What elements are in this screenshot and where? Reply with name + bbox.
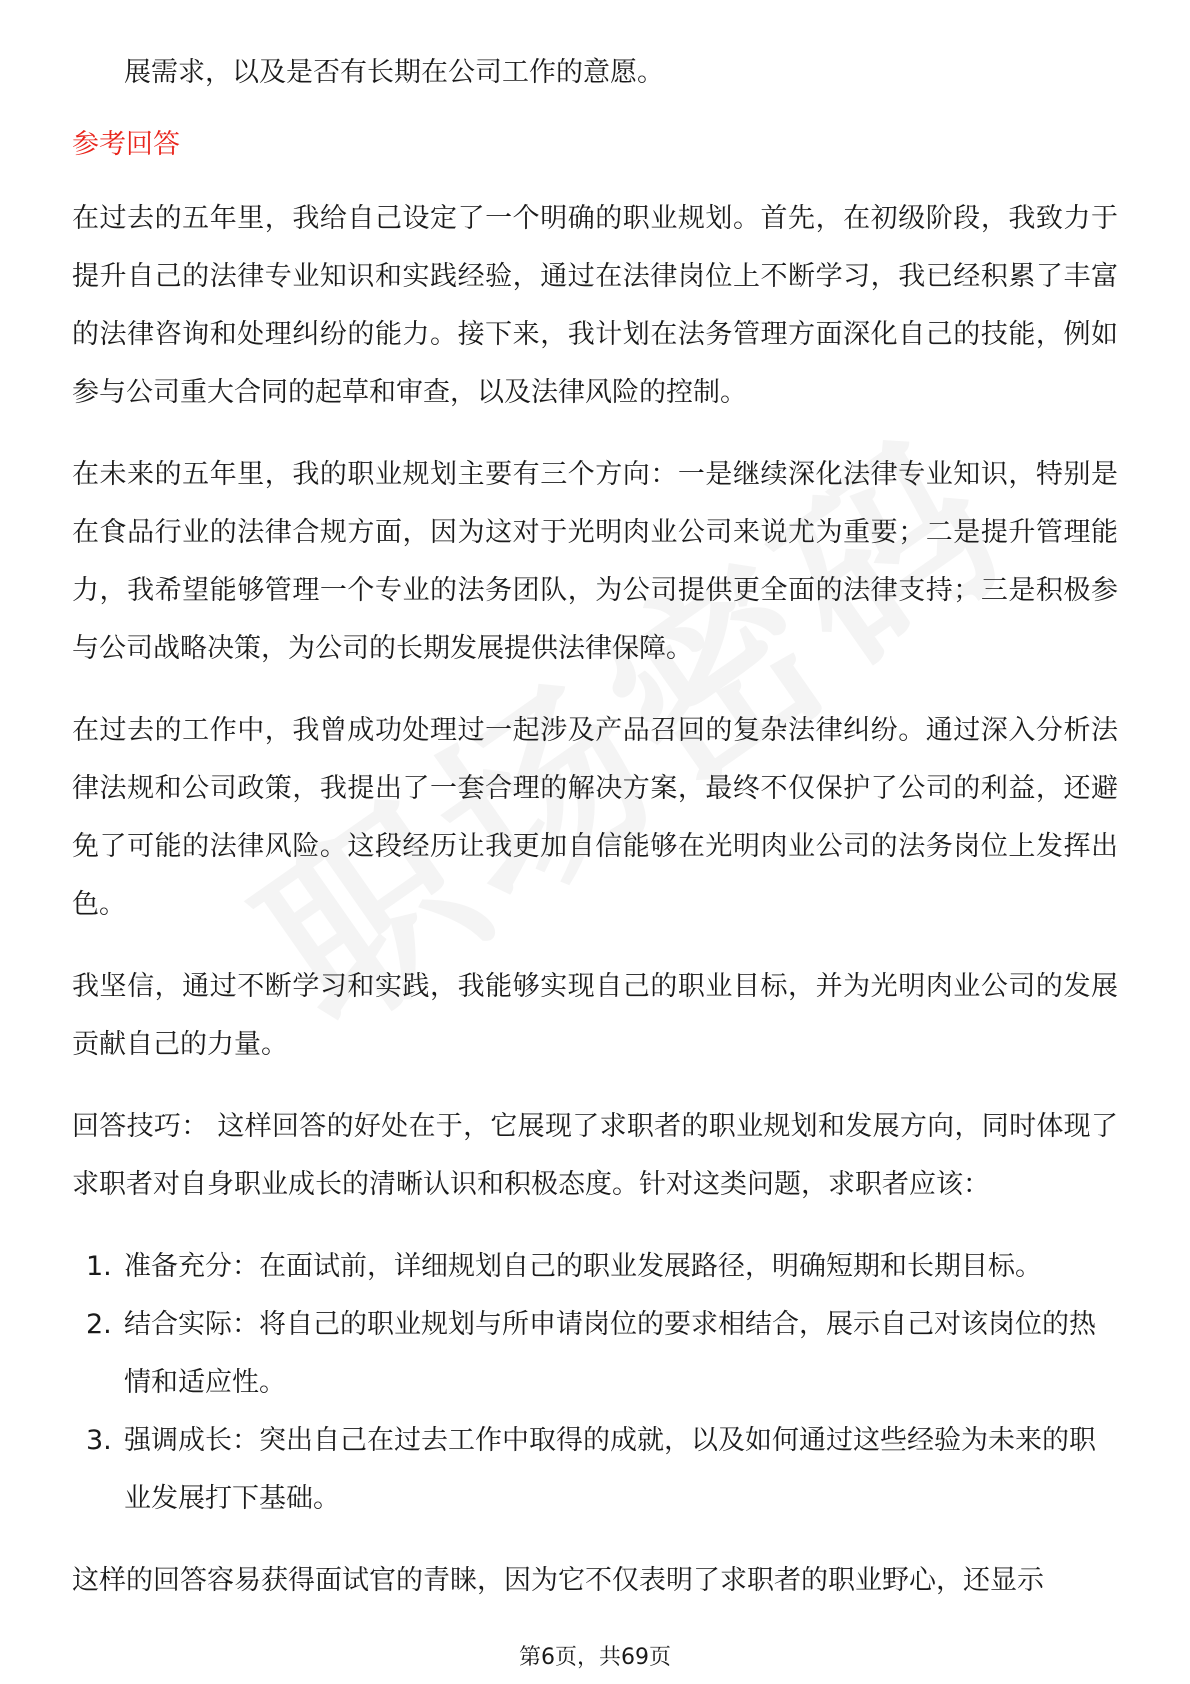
list-item xyxy=(72,1412,1118,1528)
answer-paragraph-2: 在未来的五年里，我的职业规划主要有三个方向：一是继续深化法律专业知识，特别是在食品行业的法律合规方面，因为这对于光明肉业公司来说尤为重要；二是提升管理能力，我希望能够管理一个专业的法务团队，为公司提供更全面的法律支持；三是积极参与公司战略决策，为公司的长期发展提供法律保障。 xyxy=(72,459,1118,664)
page-number-footer: 第6页，共69页 xyxy=(519,1645,671,1670)
answer-paragraph-3: 在过去的工作中，我曾成功处理过一起涉及产品召回的复杂法律纠纷。通过深入分析法律法规和公司政策，我提出了一套合理的解决方案，最终不仅保护了公司的利益，还避免了可能的法律风险。这段经历让我更加自信能够在光明肉业公司的法务岗位上发挥出色。 xyxy=(72,715,1118,920)
page-content xyxy=(72,44,1118,1634)
section-heading: 参考回答 xyxy=(72,129,180,160)
answer-paragraph-4: 我坚信，通过不断学习和实践，我能够实现自己的职业目标，并为光明肉业公司的发展贡献自己的力量。 xyxy=(72,971,1118,1060)
continued-text: 展需求，以及是否有长期在公司工作的意愿。 xyxy=(124,57,664,88)
list-item xyxy=(72,1238,1118,1296)
list-item-text: 准备充分：在面试前，详细规划自己的职业发展路径，明确短期和长期目标。 xyxy=(124,1251,1042,1282)
list-item-text: 强调成长：突出自己在过去工作中取得的成就，以及如何通过这些经验为未来的职业发展打下基础。 xyxy=(124,1425,1096,1514)
list-number: 2. xyxy=(86,1309,112,1340)
list-item-text: 结合实际：将自己的职业规划与所申请岗位的要求相结合，展示自己对该岗位的热情和适应性。 xyxy=(124,1309,1096,1398)
answer-paragraph-1: 在过去的五年里，我给自己设定了一个明确的职业规划。首先，在初级阶段，我致力于提升自己的法律专业知识和实践经验，通过在法律岗位上不断学习，我已经积累了丰富的法律咨询和处理纠纷的能力。接下来，我计划在法务管理方面深化自己的技能，例如参与公司重大合同的起草和审查，以及法律风险的控制。 xyxy=(72,203,1118,408)
tips-list xyxy=(72,1238,1118,1528)
closing-paragraph: 这样的回答容易获得面试官的青睐，因为它不仅表明了求职者的职业野心，还显示 xyxy=(72,1565,1044,1596)
tips-intro-paragraph: 回答技巧： 这样回答的好处在于，它展现了求职者的职业规划和发展方向，同时体现了求职者对自身职业成长的清晰认识和积极态度。针对这类问题，求职者应该： xyxy=(72,1111,1118,1200)
list-item xyxy=(72,1296,1118,1412)
list-number: 1. xyxy=(86,1251,112,1282)
list-number: 3. xyxy=(86,1425,112,1456)
